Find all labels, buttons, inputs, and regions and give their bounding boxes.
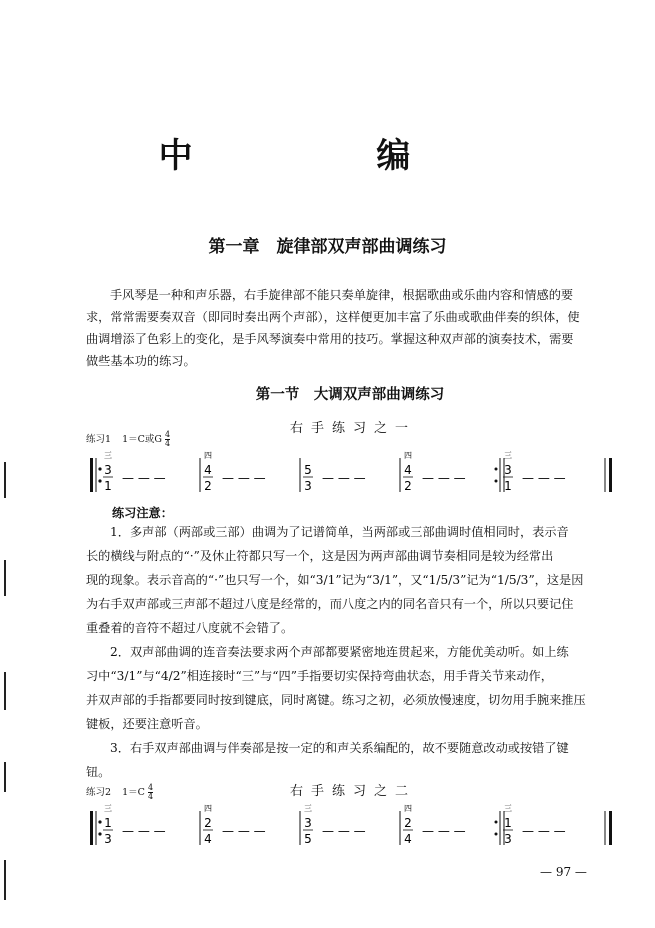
exercise1-staff (90, 450, 630, 498)
sustain-dashes: — — — (222, 471, 266, 485)
note-lower: 3 (304, 479, 312, 493)
exercise2-header (86, 784, 153, 801)
note-lower: 1 (104, 479, 112, 493)
note-line: 习中“3/1”与“4/2”相连接时“三”与“四”手指要切实保持弯曲状态，用手背关节来动作， (86, 669, 553, 683)
sustain-dashes: — — — (422, 471, 466, 485)
sustain-dashes: — — — (522, 471, 566, 485)
note-line: 为右手双声部或三声部不超过八度是经常的，而八度之内的同名音只有一个，所以只要记住 (86, 597, 574, 611)
scan-edge-line (4, 462, 6, 498)
finger-number: 三 (104, 804, 112, 813)
intro-line: 手风琴是一种和声乐器，右手旋律部不能只奏单旋律，根据歌曲或乐曲内容和情感的要 (110, 288, 574, 302)
exercise1-key: 1＝C或G (122, 434, 162, 445)
exercise2-staff (90, 803, 630, 851)
notes-heading: 练习注意： (112, 506, 173, 520)
scan-edge-line (4, 762, 6, 792)
finger-number: 四 (404, 451, 412, 460)
sustain-dashes: — — — (222, 824, 266, 838)
note-upper: 1 (504, 816, 512, 830)
note-line: 钮。 (86, 765, 111, 779)
note-upper: 2 (204, 816, 212, 830)
repeat-dot (495, 468, 498, 471)
sustain-dashes: — — — (122, 824, 166, 838)
note-lower: 2 (404, 479, 412, 493)
scan-edge-line (4, 860, 6, 900)
note-line: 并双声部的手指都要同时按到键底，同时离键。练习之初，必须放慢速度，切勿用手腕来推压 (86, 693, 586, 707)
note-upper: 3 (304, 816, 312, 830)
finger-number: 三 (304, 804, 312, 813)
exercise1-notation (90, 450, 630, 498)
chapter-title: 第一章 旋律部双声部曲调练习 (208, 237, 447, 257)
exercise1-time-signature: $\frac{4}{4}$ (165, 430, 171, 448)
note-line: 1．多声部（两部或三部）曲调为了记谱简单，当两部或三部曲调时值相同时，表示音 (110, 525, 569, 539)
part-title: 中 编 (158, 136, 497, 176)
section-title: 第一节 大调双声部曲调练习 (255, 387, 445, 403)
sustain-dashes: — — — (422, 824, 466, 838)
intro-paragraph (86, 284, 626, 372)
note-line: 键板，还要注意听音。 (86, 717, 208, 731)
exercise2-label: 练习2 (86, 787, 112, 798)
sustain-dashes: — — — (322, 824, 366, 838)
intro-line: 做些基本功的练习。 (86, 354, 196, 368)
finger-number: 四 (404, 804, 412, 813)
intro-line: 曲调增添了色彩上的变化，是手风琴演奏中常用的技巧。掌握这种双声部的演奏技术，需要 (86, 332, 574, 346)
note-lower: 1 (504, 479, 512, 493)
note-lower: 5 (304, 832, 312, 846)
scan-edge-line (4, 560, 6, 596)
note-lower: 3 (104, 832, 112, 846)
finger-number: 三 (104, 451, 112, 460)
note-upper: 1 (104, 816, 112, 830)
finger-number: 三 (504, 804, 512, 813)
exercise1-title: 右手练习之一 (290, 421, 417, 436)
end-repeat-sign (605, 458, 612, 492)
repeat-dot (495, 821, 498, 824)
note-line: 重叠着的音符不超过八度就不会错了。 (86, 621, 294, 635)
note-upper: 3 (504, 463, 512, 477)
scan-edge-line (4, 672, 6, 710)
exercise2-key: 1＝C (122, 787, 145, 798)
note-lower: 4 (404, 832, 412, 846)
note-upper: 3 (104, 463, 112, 477)
exercise2-notation (90, 803, 630, 851)
repeat-dot (495, 833, 498, 836)
note-line: 3．右手双声部曲调与伴奏部是按一定的和声关系编配的，故不要随意改动或按错了键 (110, 741, 569, 755)
start-repeat-sign (90, 811, 102, 845)
finger-number: 四 (204, 451, 212, 460)
note-upper: 4 (204, 463, 212, 477)
note-line: 长的横线与附点的“·”及休止符都只写一个，这是因为两声部曲调节奏相同是较为经常出 (86, 549, 554, 563)
note-upper: 2 (404, 816, 412, 830)
exercise2-title: 右手练习之二 (290, 784, 417, 799)
start-repeat-sign (90, 458, 102, 492)
note-line: 2．双声部曲调的连音奏法要求两个声部都要紧密地连贯起来，方能优美动听。如上练 (110, 645, 569, 659)
end-repeat-sign (605, 811, 612, 845)
sustain-dashes: — — — (122, 471, 166, 485)
note-line: 现的现象。表示音高的“·”也只写一个，如“3/1”记为“3/1”，又“1/5/3”记为“1/5/3”，这是因 (86, 573, 584, 587)
note-upper: 4 (404, 463, 412, 477)
page-number: — 97 — (540, 865, 587, 879)
intro-line: 求，常常需要奏双音（即同时奏出两个声部），这样便更加丰富了乐曲或歌曲伴奏的织体，使 (86, 310, 580, 324)
repeat-dot (495, 480, 498, 483)
exercise1-header (86, 431, 170, 448)
finger-number: 三 (504, 451, 512, 460)
finger-number: 四 (204, 804, 212, 813)
note-lower: 3 (504, 832, 512, 846)
notes-paragraph (86, 520, 626, 784)
note-lower: 2 (204, 479, 212, 493)
sustain-dashes: — — — (522, 824, 566, 838)
note-upper: 5 (304, 463, 312, 477)
sustain-dashes: — — — (322, 471, 366, 485)
exercise2-time-signature: $\frac{4}{4}$ (147, 783, 154, 801)
note-lower: 4 (204, 832, 212, 846)
exercise1-label: 练习1 (86, 434, 112, 445)
